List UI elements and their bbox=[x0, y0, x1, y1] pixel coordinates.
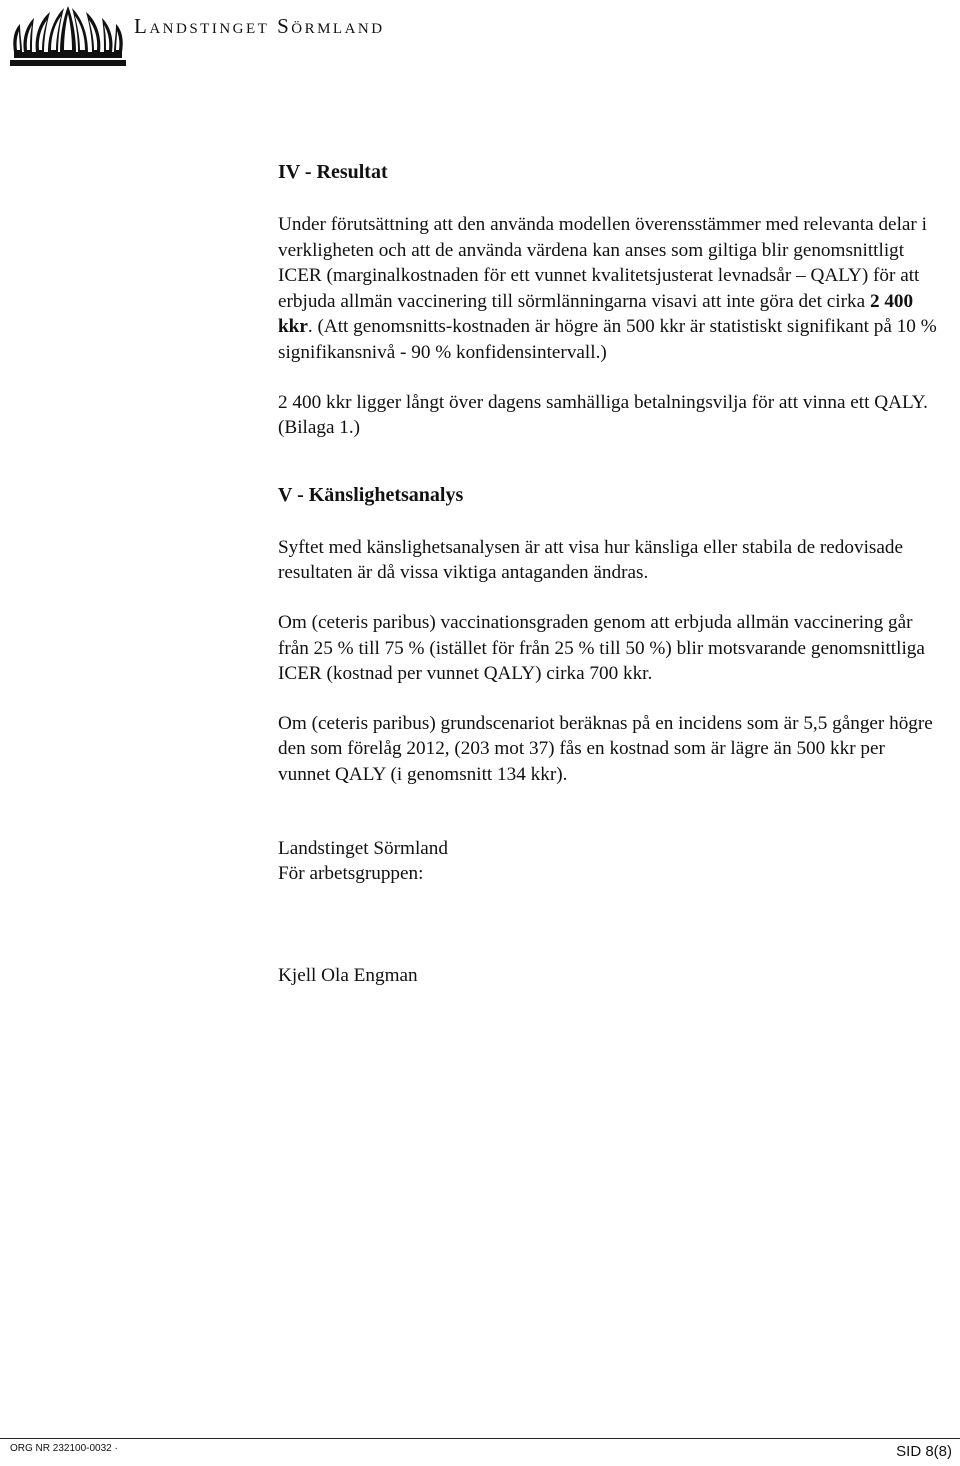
footer-divider bbox=[0, 1438, 960, 1439]
kanslighet-paragraph-3: Om (ceteris paribus) grundscenariot beräknas på en incidens som är 5,5 gånger högre den som förelåg 2012, (203 mot 37) fås en kostnad som är lägre än 500 kkr per vunnet QALY (i genomsnitt 134 kkr). bbox=[278, 712, 933, 785]
kanslighet-paragraph-2: Om (ceteris paribus) vaccinationsgraden genom att erbjuda allmän vaccinering går från 25 % till 75 % (istället för från 25 % till 50 %) blir motsvarande genomsnittliga ICER (kostnad per vunnet QALY) cirka 700 kkr. bbox=[278, 611, 925, 685]
footer-page-number: SID 8(8) bbox=[896, 1443, 952, 1460]
document-body bbox=[278, 158, 938, 988]
resultat-paragraph-2: 2 400 kkr ligger långt över dagens samhälliga betalningsvilja för att vinna ett QALY. (Bilaga 1.) bbox=[278, 391, 928, 439]
signature-name: Kjell Ola Engman bbox=[278, 964, 418, 986]
signature-organization: Landstinget Sörmland bbox=[278, 837, 448, 859]
organization-name: Landstinget Sörmland bbox=[134, 14, 385, 38]
footer-org-number: ORG NR 232100-0032 · bbox=[10, 1443, 118, 1454]
signature-group: För arbetsgruppen: bbox=[278, 863, 424, 885]
resultat-icer-value: 2 400 kkr bbox=[278, 290, 914, 338]
resultat-paragraph-1 bbox=[278, 212, 938, 366]
section-heading-kanslighetsanalys: V - Känslighetsanalys bbox=[278, 483, 464, 506]
resultat-text-a: Under förutsättning att den använda modellen överensstämmer med relevanta delar i verkligheten och att de använda värdena kan anses som giltiga blir genomsnittligt ICER (marginalkostnaden för ett vunnet kvalitetsjusterat levnadsår – QALY) för att erbjuda allmän vaccinering till sörmlänningarna visavi att inte göra det cirka bbox=[278, 214, 927, 312]
resultat-text-b: . (Att genomsnitts-kostnaden är högre än 500 kkr är statistiskt signifikant på 10 % signifikansnivå - 90 % konfidensintervall.) bbox=[278, 316, 937, 363]
section-heading-resultat: IV - Resultat bbox=[278, 161, 388, 183]
kanslighet-paragraph-1: Syftet med känslighetsanalysen är att visa hur känsliga eller stabila de redovisade resultaten är då vissa viktiga antaganden ändras. bbox=[278, 536, 903, 584]
tulip-crown-logo-icon bbox=[8, 4, 128, 68]
